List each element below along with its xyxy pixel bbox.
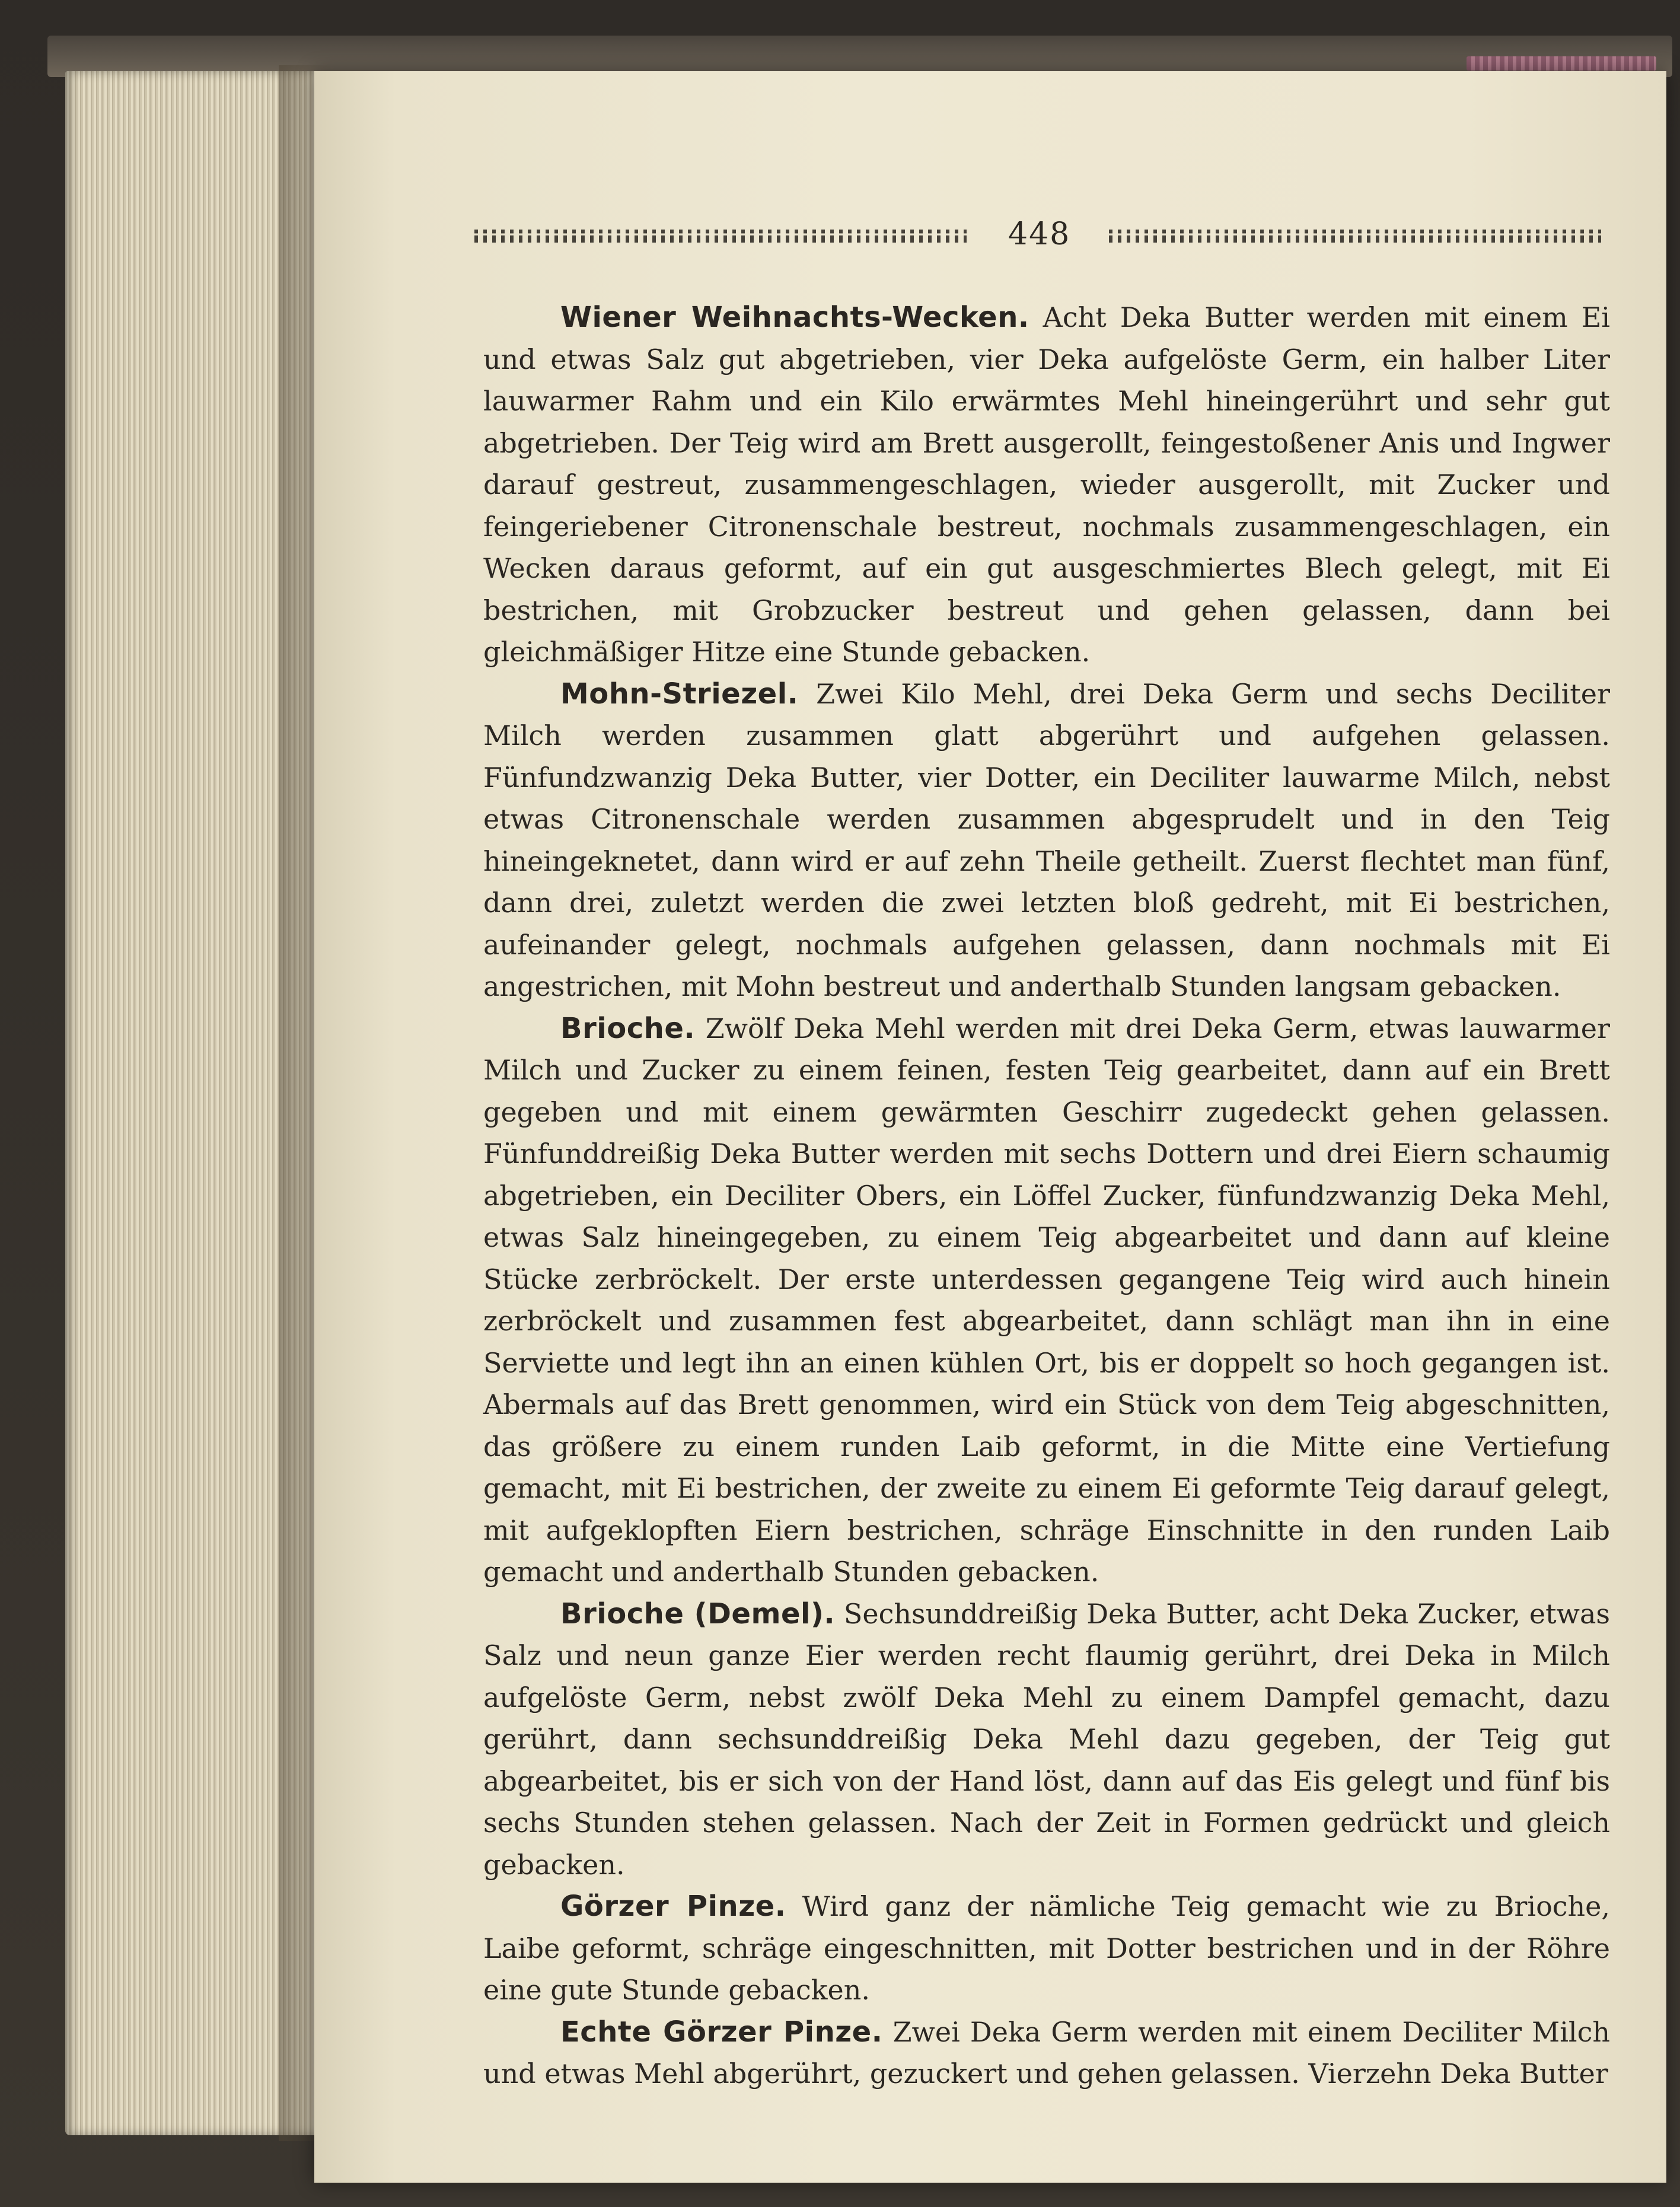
page-header xyxy=(474,216,1601,252)
recipe-title: Brioche (Demel). xyxy=(560,1597,836,1630)
recipe-body: Zwei Kilo Mehl, drei Deka Germ und sechs Deciliter Milch werden zusammen glatt abgerührt und aufgehen gelassen. Fünfundzwanzig Deka Butter, vier Dotter, ein Deciliter lauwarme Milch, nebst etwas Citronenschale werden zusammen abgesprudelt und in den Teig hineingeknetet, dann wird er auf zehn Theile getheilt. Zuerst flechtet man fünf, dann drei, zuletzt werden die zwei letzten bloß gedreht, mit Ei bestrichen, aufeinander gelegt, nochmals aufgehen gelassen, dann nochmals mit Ei angestrichen, mit Mohn bestreut und anderthalb Stunden langsam gebacken. xyxy=(483,677,1610,1002)
recipe-body: Sechsunddreißig Deka Butter, acht Deka Zucker, etwas Salz und neun ganze Eier werden recht flaumig gerührt, drei Deka in Milch aufgelöste Germ, nebst zwölf Deka Mehl zu einem Dampfel gemacht, dazu gerührt, dann sechsunddreißig Deka Mehl dazu gegeben, der Teig gut abgearbeitet, bis er sich von der Hand löst, dann auf das Eis gelegt und fünf bis sechs Stunden stehen gelassen. Nach der Zeit in Formen gedrückt und gleich gebacken. xyxy=(483,1597,1611,1881)
recipe-body: Wird ganz der nämliche Teig gemacht wie zu Brioche, Laibe geformt, schräge eingeschnitten, mit Dotter bestrichen und in der Röhre eine gute Stunde gebacken. xyxy=(483,1890,1611,2006)
recipe-entry xyxy=(483,1008,1610,1593)
recipe-title: Wiener Weihnachts-Wecken. xyxy=(560,301,1029,334)
recipe-entry xyxy=(483,1886,1610,2011)
ornament-rule-right xyxy=(1109,230,1601,243)
bookmark-ribbon xyxy=(1467,56,1656,71)
page-stack xyxy=(65,71,314,2135)
recipe-entry xyxy=(483,673,1610,1008)
recipe-entry xyxy=(483,2011,1610,2095)
recipe-entry xyxy=(483,297,1610,673)
ornament-rule-left xyxy=(474,230,967,243)
recipe-title: Mohn-Striezel. xyxy=(560,677,799,711)
recipe-title: Görzer Pinze. xyxy=(560,1890,786,1923)
recipe-title: Echte Görzer Pinze. xyxy=(560,2015,883,2049)
recipe-body: Acht Deka Butter werden mit einem Ei und etwas Salz gut abgetrieben, vier Deka aufgelöste Germ, ein halber Liter lauwarmer Rahm und ein Kilo erwärmtes Mehl hineingerührt und sehr gut abgetrieben. Der Teig wird am Brett ausgerollt, feingestoßener Anis und Ingwer darauf gestreut, zusammengeschlagen, wieder ausgerollt, mit Zucker und feingeriebener Citronenschale bestreut, nochmals zusammengeschlagen, ein Wecken daraus geformt, auf ein gut ausgeschmiertes Blech gelegt, mit Ei bestrichen, mit Grobzucker bestreut und gehen gelassen, dann bei gleichmäßiger Hitze eine Stunde gebacken. xyxy=(483,301,1611,668)
recipe-text-block xyxy=(483,297,1610,2095)
recipe-body: Zwölf Deka Mehl werden mit drei Deka Germ, etwas lauwarmer Milch und Zucker zu einem feinen, festen Teig gearbeitet, dann auf ein Brett gegeben und mit einem gewärmten Geschirr zugedeckt gehen gelassen. Fünfunddreißig Deka Butter werden mit sechs Dottern und drei Eiern schaumig abgetrieben, ein Deciliter Obers, ein Löffel Zucker, fünfundzwanzig Deka Mehl, etwas Salz hineingegeben, zu einem Teig abgearbeitet und dann auf kleine Stücke zerbröckelt. Der erste unterdessen gegangene Teig wird auch hinein zerbröckelt und zusammen fest abgearbeitet, dann schlägt man ihn in eine Serviette und legt ihn an einen kühlen Ort, bis er doppelt so hoch gegangen ist. Abermals auf das Brett genommen, wird ein Stück von dem Teig abgeschnitten, das größere zu einem runden Laib geformt, in die Mitte eine Vertiefung gemacht, mit Ei bestrichen, der zweite zu einem Ei geformte Teig darauf gelegt, mit aufgeklopften Eiern bestrichen, schräge Einschnitte in den runden Laib gemacht und anderthalb Stunden gebacken. xyxy=(483,1012,1611,1588)
recipe-body: Zwei Deka Germ werden mit einem Deciliter Milch und etwas Mehl abgerührt, gezuckert und gehen gelassen. Vierzehn Deka Butter xyxy=(483,2015,1611,2090)
recipe-title: Brioche. xyxy=(560,1011,696,1045)
recipe-entry xyxy=(483,1593,1610,1886)
page-number: 448 xyxy=(1008,216,1071,252)
